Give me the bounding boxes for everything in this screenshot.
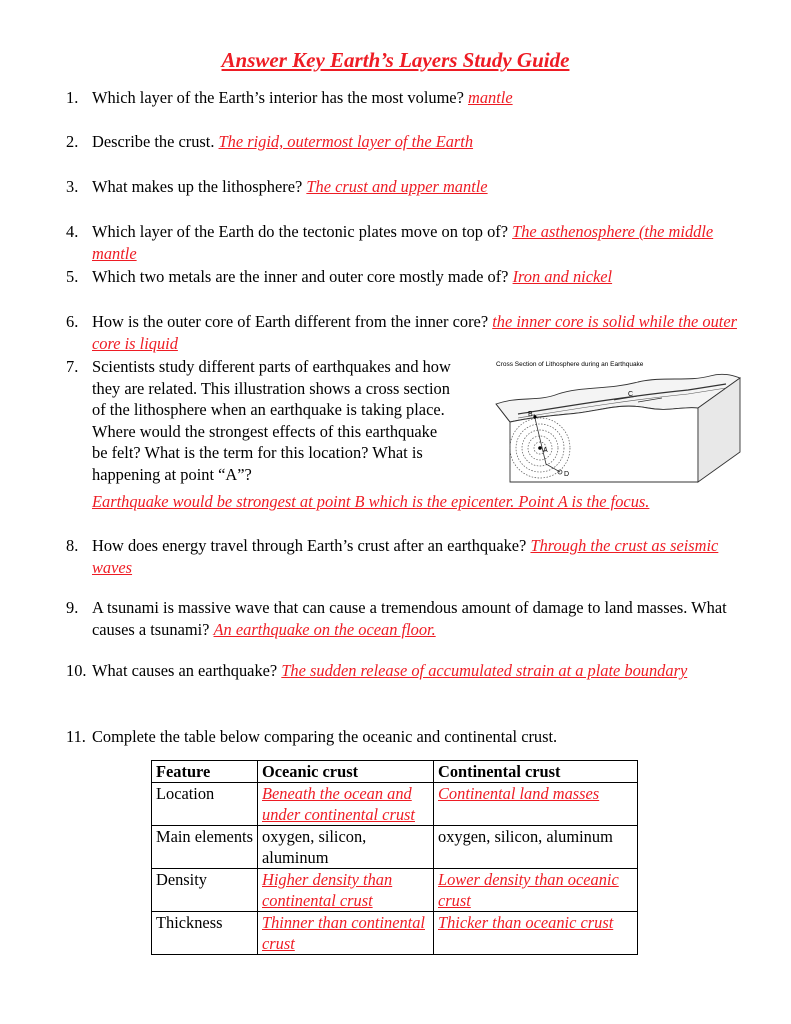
feature-cell: Main elements bbox=[152, 826, 258, 869]
table-row bbox=[152, 912, 638, 955]
question-number: 2. bbox=[66, 132, 79, 151]
question-text: What makes up the lithosphere? bbox=[92, 177, 303, 196]
question-text: Scientists study different parts of earthquakes and how they are related. This illustration shows a cross section of the lithosphere when an earthquake is taking place. Where would the strongest effects of this earthquake be felt? What is the term for this location? What is happening at point “A”? bbox=[92, 357, 451, 484]
oceanic-cell: Thinner than continental crust bbox=[258, 912, 434, 955]
question-number: 7. bbox=[66, 357, 79, 376]
table-header: Oceanic crust bbox=[258, 761, 434, 783]
oceanic-cell: oxygen, silicon, aluminum bbox=[258, 826, 434, 869]
question-text: Describe the crust. bbox=[92, 132, 215, 151]
answer-text: The crust and upper mantle bbox=[306, 177, 488, 196]
answer-text-7: Earthquake would be strongest at point B which is the epicenter. Point A is the focus. bbox=[92, 492, 650, 511]
feature-cell: Density bbox=[152, 869, 258, 912]
label-a: A bbox=[543, 447, 548, 454]
question-4 bbox=[66, 221, 746, 264]
page-title: Answer Key Earth’s Layers Study Guide bbox=[221, 48, 570, 72]
question-number: 11. bbox=[66, 727, 86, 746]
question-text: How does energy travel through Earth’s crust after an earthquake? bbox=[92, 536, 527, 555]
question-8 bbox=[66, 535, 746, 578]
answer-text: The asthenosphere (the middle mantle bbox=[92, 222, 714, 263]
table-header-row bbox=[152, 761, 638, 783]
question-number: 5. bbox=[66, 267, 79, 286]
oceanic-cell: Higher density than continental crust bbox=[258, 869, 434, 912]
question-1 bbox=[66, 87, 746, 109]
question-text: Complete the table below comparing the oceanic and continental crust. bbox=[92, 727, 558, 746]
continental-cell: Thicker than oceanic crust bbox=[434, 912, 638, 955]
question-5 bbox=[66, 266, 746, 288]
answer-text: mantle bbox=[467, 88, 513, 107]
label-c: C bbox=[628, 391, 634, 398]
continental-cell: oxygen, silicon, aluminum bbox=[434, 826, 638, 869]
question-text: Which layer of the Earth’s interior has the most volume? bbox=[92, 88, 464, 107]
answer-text: The sudden release of accumulated strain at a plate boundary bbox=[281, 661, 688, 680]
feature-cell: Location bbox=[152, 783, 258, 826]
question-number: 6. bbox=[66, 312, 79, 331]
question-text: A tsunami is massive wave that can cause a tremendous amount of damage to land masses. What causes a tsunami? bbox=[92, 598, 727, 639]
question-3 bbox=[66, 176, 746, 198]
question-number: 3. bbox=[66, 177, 79, 196]
crust-comparison-table bbox=[151, 760, 638, 955]
oceanic-cell: Beneath the ocean and under continental crust bbox=[258, 783, 434, 826]
feature-cell: Thickness bbox=[152, 912, 258, 955]
answer-text: the inner core is solid while the outer core is liquid bbox=[92, 312, 737, 353]
table-header: Continental crust bbox=[434, 761, 638, 783]
question-2 bbox=[66, 131, 746, 153]
table-row bbox=[152, 826, 638, 869]
label-d: D bbox=[564, 471, 570, 478]
question-number: 1. bbox=[66, 88, 79, 107]
answer-text: An earthquake on the ocean floor. bbox=[213, 619, 436, 639]
question-number: 10. bbox=[66, 661, 87, 680]
question-text: What causes an earthquake? bbox=[92, 661, 278, 680]
question-number: 4. bbox=[66, 222, 79, 241]
label-b: B bbox=[528, 411, 533, 418]
table-row bbox=[152, 783, 638, 826]
figure-caption: Cross Section of Lithosphere during an Earthquake bbox=[496, 361, 644, 368]
question-text: Which layer of the Earth do the tectonic plates move on top of? bbox=[92, 222, 508, 241]
question-6 bbox=[66, 311, 746, 354]
continental-cell: Continental land masses bbox=[434, 783, 638, 826]
question-11 bbox=[66, 726, 746, 748]
question-9 bbox=[66, 597, 746, 640]
question-10 bbox=[66, 660, 746, 682]
table-header: Feature bbox=[152, 761, 258, 783]
lithosphere-figure bbox=[488, 356, 746, 486]
table-row bbox=[152, 869, 638, 912]
answer-text: Through the crust as seismic waves bbox=[92, 536, 719, 577]
answer-text: The rigid, outermost layer of the Earth bbox=[218, 132, 474, 151]
question-number: 9. bbox=[66, 598, 79, 617]
question-text: Which two metals are the inner and outer core mostly made of? bbox=[92, 267, 509, 286]
question-text: How is the outer core of Earth different from the inner core? bbox=[92, 312, 489, 331]
question-number: 8. bbox=[66, 536, 79, 555]
earthquake-cross-section-diagram bbox=[488, 356, 746, 486]
answer-text: Iron and nickel bbox=[512, 267, 613, 286]
continental-cell: Lower density than oceanic crust bbox=[434, 869, 638, 912]
